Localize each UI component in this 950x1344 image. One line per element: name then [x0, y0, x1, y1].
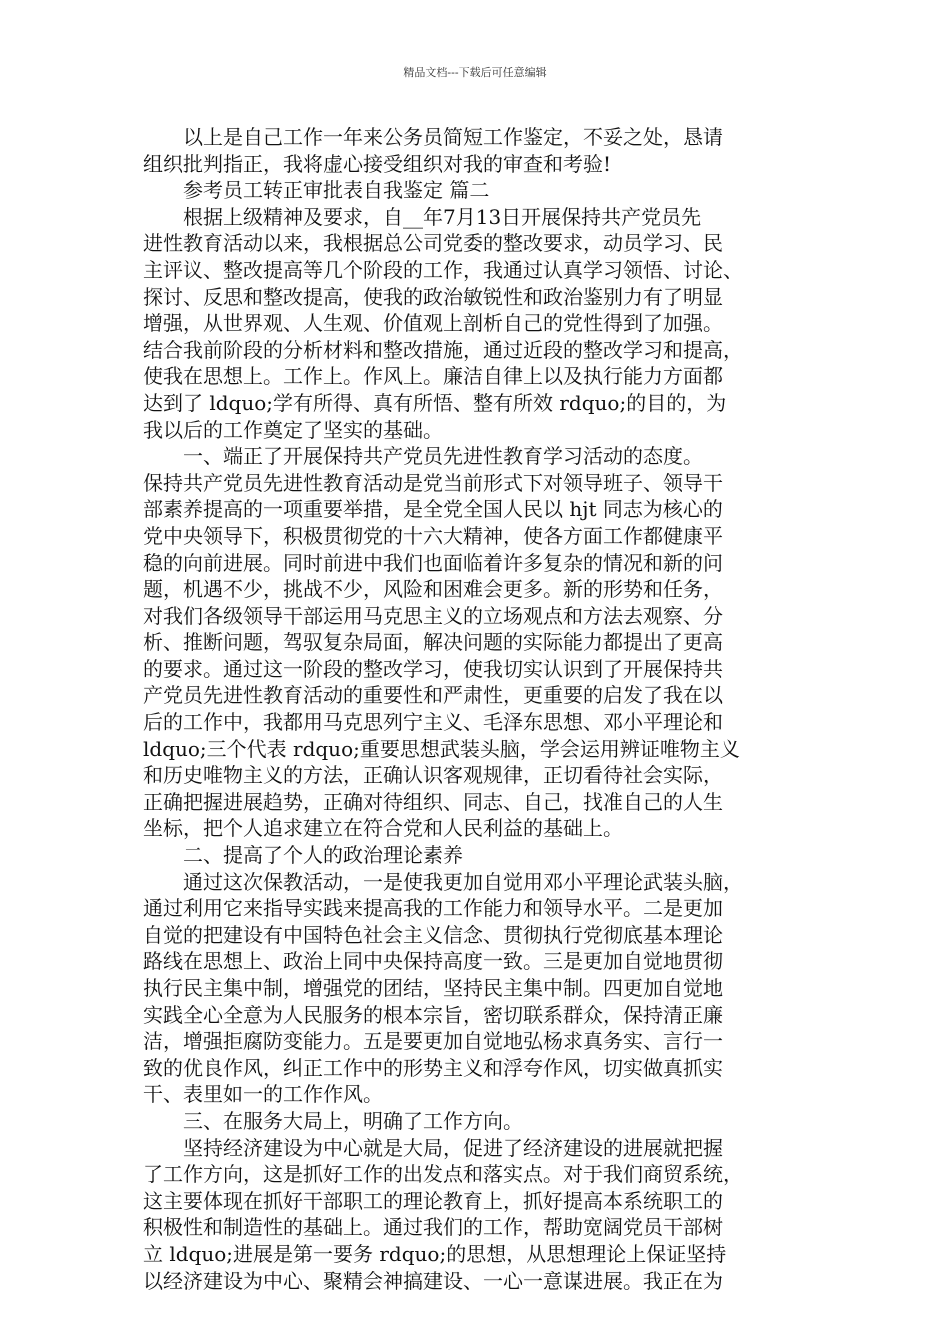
text-line: 根据上级精神及要求，自__年7月13日开展保持共产党员先	[143, 204, 702, 229]
text-line: 通过利用它来指导实践来提高我的工作能力和领导水平。二是更加	[143, 896, 723, 921]
text-line: 实践全心全意为人民服务的根本宗旨，密切联系群众，保持清正廉	[143, 1002, 723, 1027]
text-line: 以经济建设为中心、聚精会神搞建设、一心一意谋进展。我正在为	[143, 1268, 723, 1293]
text-line: 探讨、反思和整改提高，使我的政治敏锐性和政治鉴别力有了明显	[143, 284, 723, 309]
text-line: 产党员先进性教育活动的重要性和严肃性，更重要的启发了我在以	[143, 683, 723, 708]
text-line: 保持共产党员先进性教育活动是党当前形式下对领导班子、领导干	[143, 470, 723, 495]
text-line: 致的优良作风，纠正工作中的形势主义和浮夸作风，切实做真抓实	[143, 1055, 723, 1080]
text-line: 通过这次保教活动，一是使我更加自觉用邓小平理论武装头脑，	[143, 869, 743, 894]
text-line: 我以后的工作奠定了坚实的基础。	[143, 417, 443, 442]
text-line: 进性教育活动以来，我根据总公司党委的整改要求，动员学习、民	[143, 231, 723, 256]
text-line: 后的工作中，我都用马克思列宁主义、毛泽东思想、邓小平理论和	[143, 710, 723, 735]
text-line: 立 ldquo;进展是第一要务 rdquo;的思想，从思想理论上保证坚持	[143, 1241, 727, 1266]
text-line: 执行民主集中制，增强党的团结，坚持民主集中制。四更加自觉地	[143, 976, 723, 1000]
text-line: 洁，增强拒腐防变能力。五是要更加自觉地弘杨求真务实、言行一	[143, 1029, 723, 1054]
text-line: 主评议、整改提高等几个阶段的工作，我通过认真学习领悟、讨论、	[143, 257, 743, 282]
text-line: 和历史唯物主义的方法，正确认识客观规律，正切看待社会实际，	[143, 763, 723, 788]
text-line: 路线在思想上、政治上同中央保持高度一致。三是更加自觉地贯彻	[143, 949, 723, 974]
text-line: ldquo;三个代表 rdquo;重要思想武装头脑，学会运用辨证唯物主义	[143, 736, 740, 761]
text-line: 增强，从世界观、人生观、价值观上剖析自己的党性得到了加强。	[143, 311, 723, 336]
text-line: 坚持经济建设为中心就是大局，促进了经济建设的进展就把握	[143, 1135, 723, 1160]
text-line: 党中央领导下，积极贯彻党的十六大精神，使各方面工作都健康平	[143, 523, 723, 548]
text-line: 自觉的把建设有中国特色社会主义信念、贯彻执行党彻底基本理论	[143, 922, 723, 947]
text-line: 使我在思想上。工作上。作风上。廉洁自律上以及执行能力方面都	[143, 364, 723, 389]
text-line: 对我们各级领导干部运用马克思主义的立场观点和方法去观察、分	[143, 603, 723, 628]
text-line: 以上是自己工作一年来公务员简短工作鉴定，不妥之处，恳请	[143, 125, 723, 149]
document-body	[143, 124, 811, 1294]
text-line: 一、端正了开展保持共产党员先进性教育学习活动的态度。	[143, 444, 703, 469]
text-line: 正确把握进展趋势，正确对待组织、同志、自己，找准自己的人生	[143, 789, 723, 814]
text-line: 结合我前阶段的分析材料和整改措施，通过近段的整改学习和提高，	[143, 337, 743, 362]
page-header: 精品文档---下载后可任意编辑	[403, 66, 547, 79]
text-line: 部素养提高的一项重要举措，是全党全国人民以 hjt 同志为核心的	[143, 497, 723, 522]
text-line: 三、在服务大局上，明确了工作方向。	[143, 1108, 523, 1133]
text-line: 析、推断问题，驾驭复杂局面，解决问题的实际能力都提出了更高	[143, 630, 723, 655]
text-line: 积极性和制造性的基础上。通过我们的工作，帮助宽阔党员干部树	[143, 1215, 723, 1240]
text-line: 题，机遇不少，挑战不少，风险和困难会更多。新的形势和任务，	[143, 577, 723, 602]
text-line: 达到了 ldquo;学有所得、真有所悟、整有所效 rdquo;的目的，为	[143, 390, 727, 415]
text-line: 组织批判指正，我将虚心接受组织对我的审查和考验!	[143, 151, 612, 176]
text-line: 干、表里如一的工作作风。	[143, 1082, 383, 1107]
text-line: 参考员工转正审批表自我鉴定 篇二	[143, 178, 490, 203]
text-line: 这主要体现在抓好干部职工的理论教育上，抓好提高本系统职工的	[143, 1188, 723, 1213]
text-line: 坐标，把个人追求建立在符合党和人民利益的基础上。	[143, 816, 623, 841]
text-line: 了工作方向，这是抓好工作的出发点和落实点。对于我们商贸系统，	[143, 1162, 743, 1187]
text-line: 的要求。通过这一阶段的整改学习，使我切实认识到了开展保持共	[143, 656, 723, 681]
text-line: 二、提高了个人的政治理论素养	[143, 843, 463, 868]
text-line: 稳的向前进展。同时前进中我们也面临着许多复杂的情况和新的问	[143, 550, 723, 575]
